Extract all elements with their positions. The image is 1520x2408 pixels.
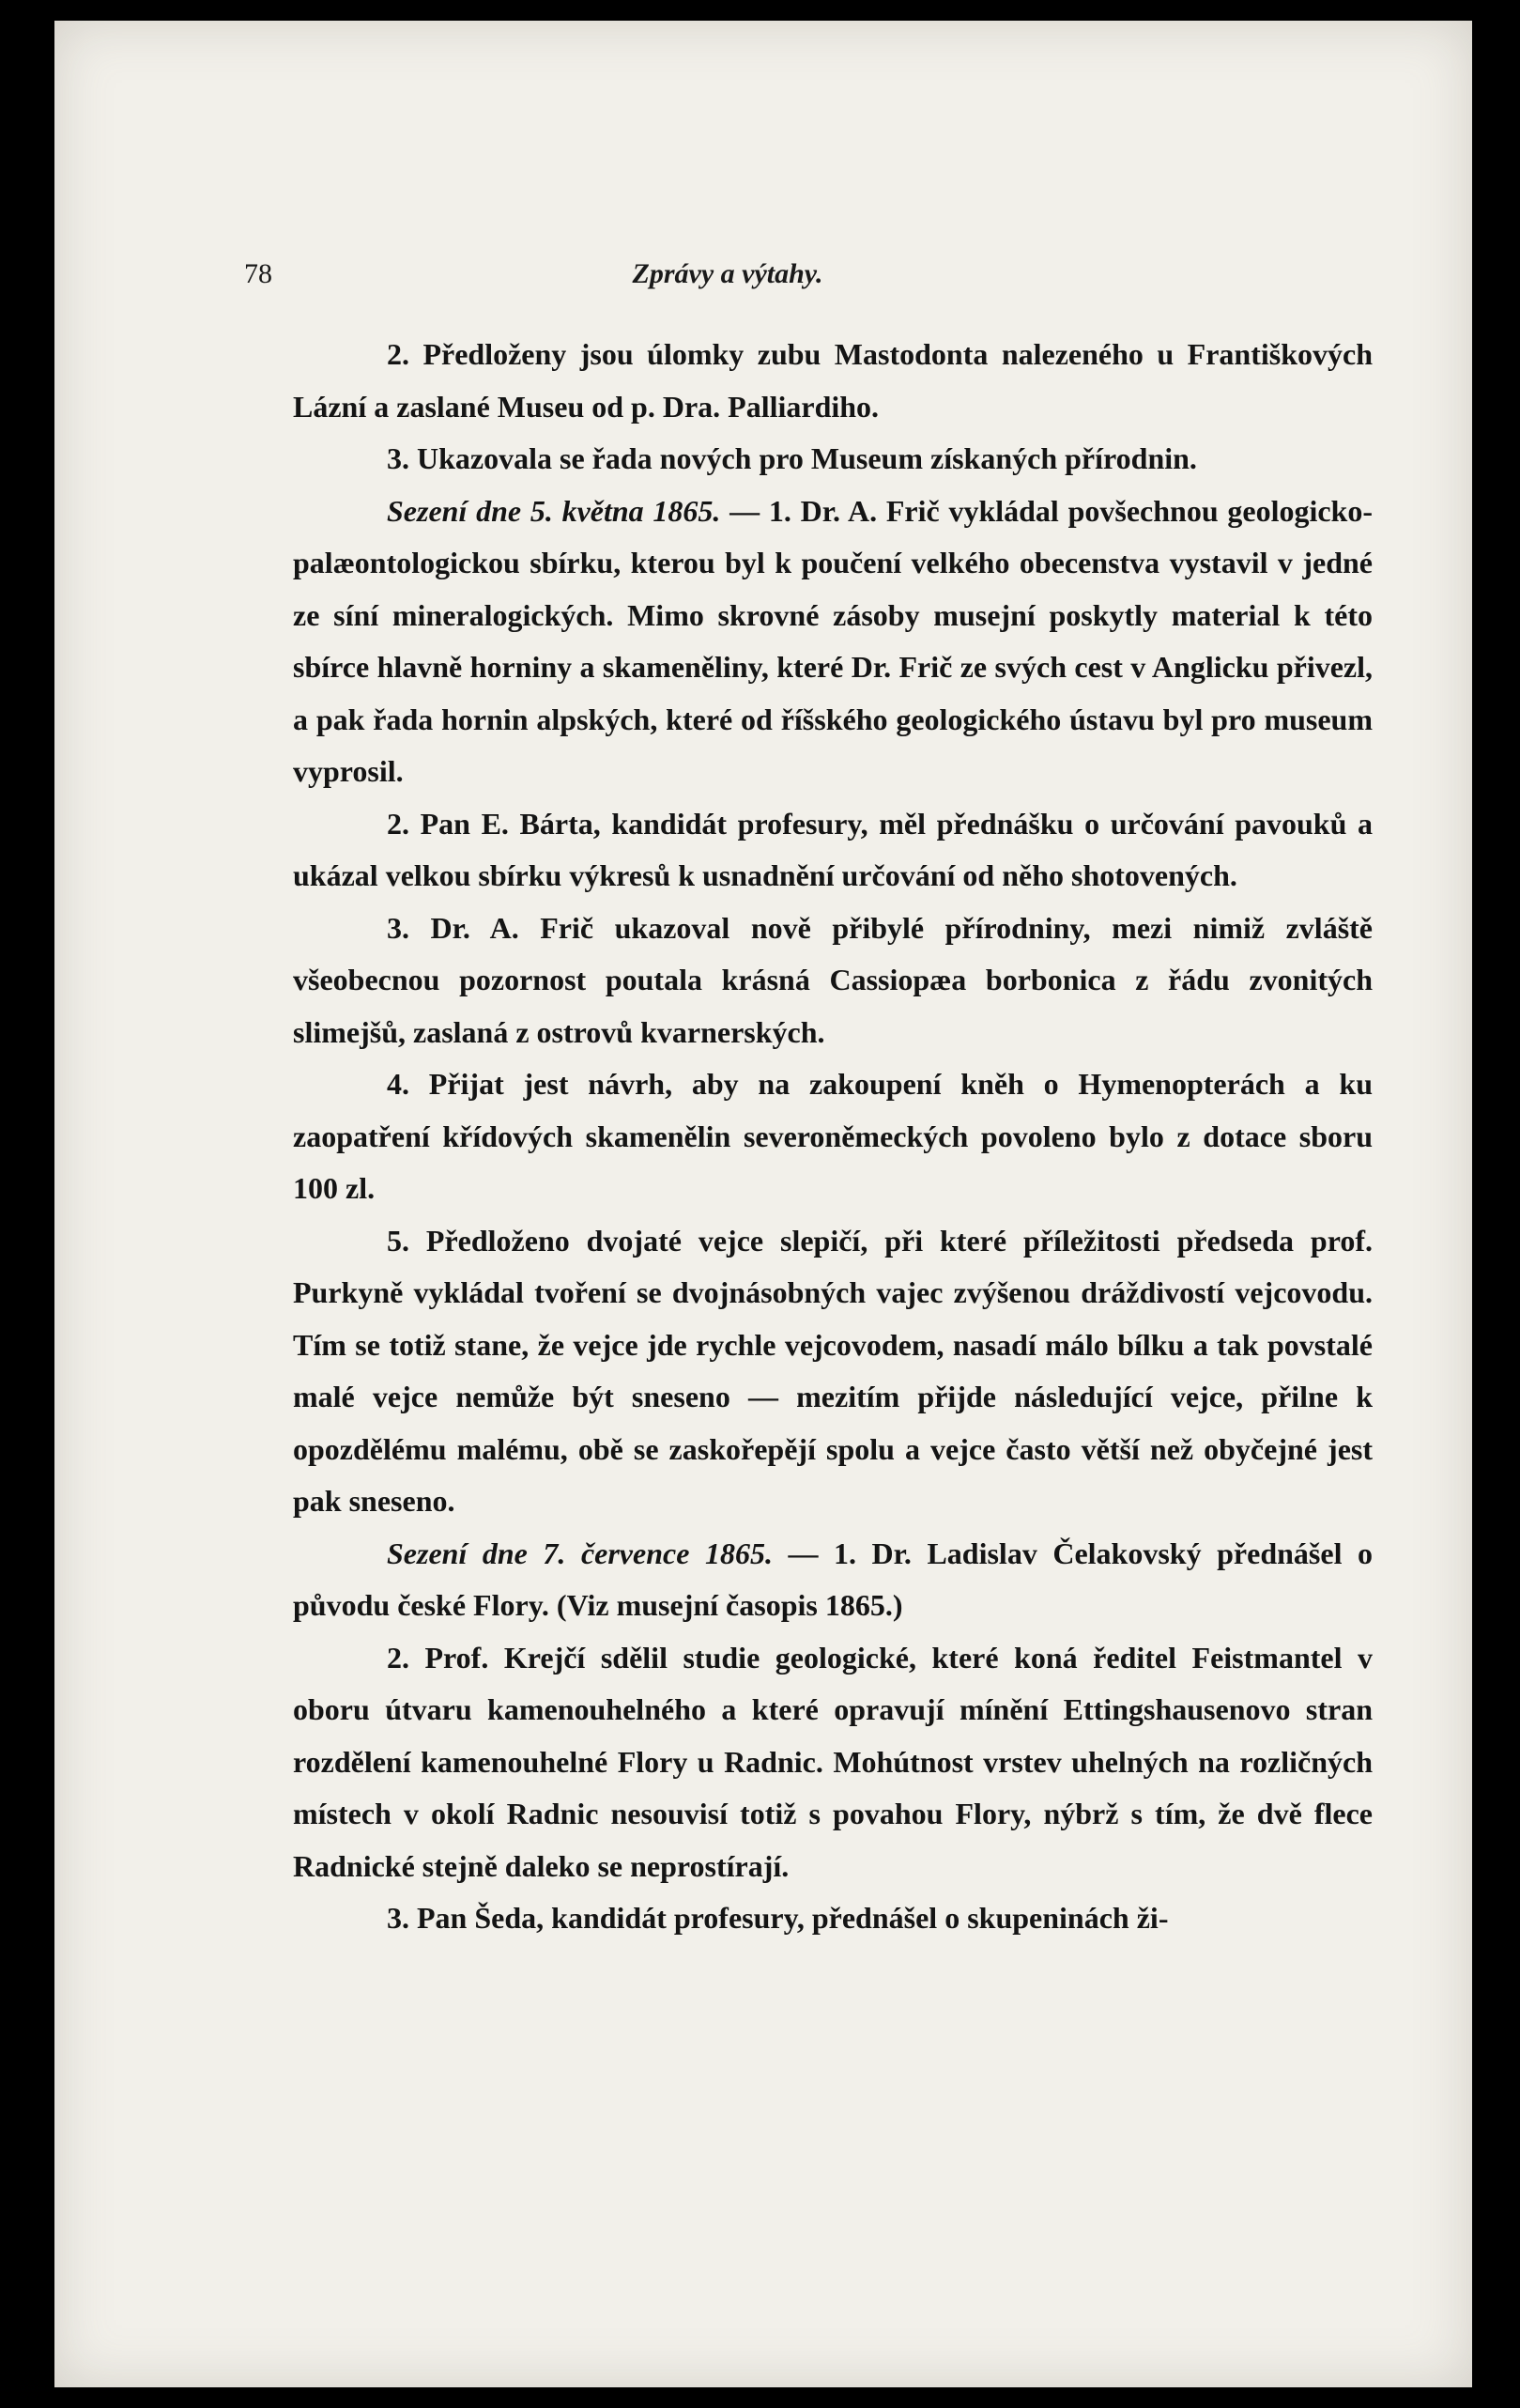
body-text xyxy=(293,329,1373,1945)
paragraph-5: 3. Dr. A. Frič ukazoval nově přibylé přírodniny, mezi nimiž zvláště všeobecnou pozornost poutala krásná Cassiopæa borbonica z řádu zvonitých slimejšů, zaslaná z ostrovů kvarnerských. xyxy=(293,910,1373,1049)
paragraph-session-may: Sezení dne 5. května 1865. — 1. Dr. A. Frič vykládal povšechnou geologicko-palæontologickou sbírku, kterou byl k poučení velkého obecenstva vystavil v jedné ze síní mineralogických. Mimo skrovné zásoby musejní poskytly material k této sbírce hlavně horniny a skameněliny, které Dr. Frič ze svých cest v Anglicku přivezl, a pak řada hornin alpských, které od říšského geologického ústavu byl pro museum vyprosil. xyxy=(293,493,1374,788)
running-title: Zprávy a výtahy. xyxy=(632,258,823,289)
paragraph-4: 2. Pan E. Bárta, kandidát profesury, měl přednášku o určování pavouků a ukázal velkou sbírku výkresů k usnadnění určování od něho shotovených. xyxy=(293,806,1373,892)
page-number: 78 xyxy=(244,258,272,289)
page-header xyxy=(244,258,1211,305)
paragraph-2: 3. Ukazovala se řada nových pro Museum získaných přírodnin. xyxy=(387,441,1197,475)
paragraph-session-july: Sezení dne 7. července 1865. — 1. Dr. Ladislav Čelakovský přednášel o původu české Flory. (Viz musejní časopis 1865.) xyxy=(293,1536,1373,1622)
paragraph-7: 5. Předloženo dvojaté vejce slepičí, při které příležitosti předseda prof. Purkyně vykládal tvoření se dvojnásobných vajec zvýšenou dráždivostí vejcovodu. Tím se totiž stane, že vejce jde rychle vejcovodem, nasadí málo bílku a tak povstalé malé vejce nemůže být sneseno — mezitím přijde následující vejce, přilne k opozdělému malému, obě se zaskořepějí spolu a vejce často větší než obyčejné jest pak sneseno. xyxy=(293,1223,1373,1518)
session-heading-july: Sezení dne 7. července 1865. xyxy=(387,1536,773,1570)
paragraph-9: 2. Prof. Krejčí sdělil studie geologické, které koná ředitel Feistmantel v oboru útvaru kamenouhelného a které opravují mínění Ettingshausenovo stran rozdělení kamenouhelné Flory u Radnic. Mohútnost vrstev uhelných na rozličných místech v okolí Radnic nesouvisí totiž s povahou Flory, nýbrž s tím, že dvě flece Radnické stejně daleko se neprostírají. xyxy=(293,1640,1373,1883)
paragraph-6: 4. Přijat jest návrh, aby na zakoupení kněh o Hymenopterách a ku zaopatření křídových skamenělin severoněmeckých povoleno bylo z dotace sboru 100 zl. xyxy=(293,1067,1373,1205)
paragraph-1: 2. Předloženy jsou úlomky zubu Mastodonta nalezeného u Františkových Lázní a zaslané Museu od p. Dra. Palliardiho. xyxy=(293,337,1373,424)
session-heading-may: Sezení dne 5. května 1865. xyxy=(387,493,721,528)
paragraph-10: 3. Pan Šeda, kandidát profesury, přednášel o skupeninách ži- xyxy=(387,1901,1169,1935)
